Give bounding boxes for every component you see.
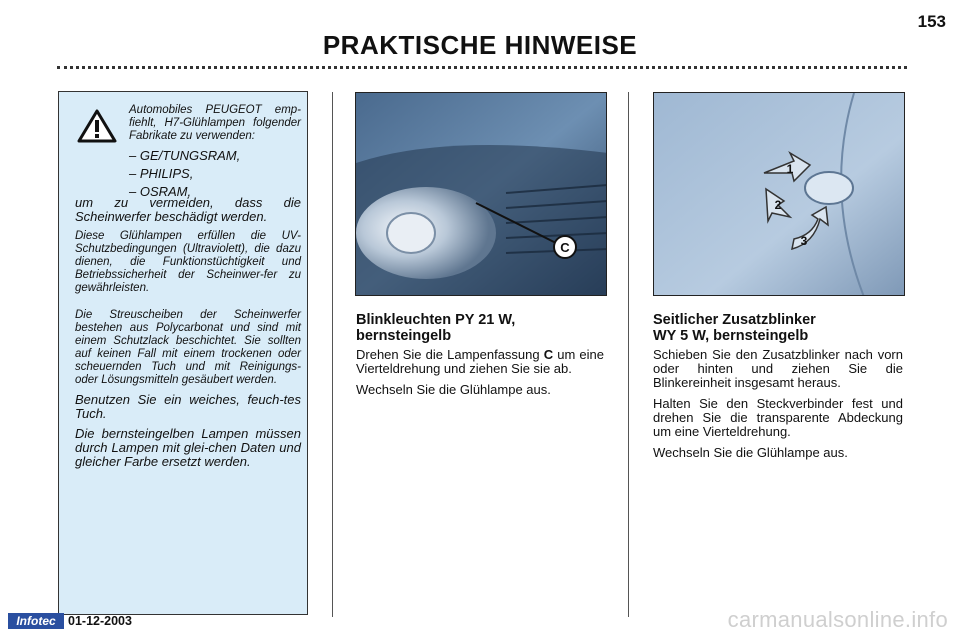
- warning-paragraph: Die bernsteingelben Lampen müssen durch Lampen mit glei-chen Daten und gleicher Farbe ersetzt werden.: [75, 426, 301, 469]
- section2-title: [653, 312, 905, 344]
- infotec-logo: Infotec: [8, 613, 64, 629]
- section2-paragraph: Wechseln Sie die Glühlampe aus.: [653, 445, 848, 460]
- section1-paragraph: [356, 348, 604, 376]
- footer-date: 01-12-2003: [68, 614, 132, 628]
- section1-title: [356, 312, 606, 344]
- section1-title-line: Blinkleuchten PY 21 W,: [356, 312, 516, 328]
- page-title: PRAKTISCHE HINWEISE: [322, 30, 638, 60]
- photo-label-1: 1: [786, 162, 794, 176]
- warning-box: [58, 91, 308, 615]
- label-c: C: [543, 347, 554, 362]
- watermark: carmanualsonline.info: [727, 607, 948, 632]
- warning-body: [75, 196, 301, 475]
- warning-paragraph: um zu vermeiden, dass die Scheinwerfer beschädigt werden.: [75, 195, 301, 224]
- page-number: 153: [917, 12, 946, 31]
- warning-paragraph: Die Streuscheiben der Scheinwerfer bestehen aus Polycarbonat und sind mit einem Schutzlack beschichtet. Sie sollten auf keinen Fall mit einem trockenen oder scheuernden Tuch und mit Reinigungs- oder Lösungsmitteln gesäubert werden.: [75, 309, 301, 386]
- warning-paragraph: Benutzen Sie ein weiches, feuch-tes Tuch.: [75, 392, 301, 421]
- section1-title-line: bernsteingelb: [356, 328, 452, 344]
- section1-paragraph: Wechseln Sie die Glühlampe aus.: [356, 382, 551, 397]
- text-span: Drehen Sie die Lampenfassung: [356, 347, 544, 362]
- column-divider-2: [628, 92, 629, 617]
- column-divider-1: [332, 92, 333, 617]
- warning-intro: Automobiles PEUGEOT emp-fiehlt, H7-Glühlampen folgender Fabrikate zu verwenden:: [129, 104, 301, 142]
- photo-label-2: 2: [774, 198, 782, 212]
- headlamp-photo: [355, 92, 607, 296]
- text-span: um eine Vierteldrehung und ziehen Sie sie ab.: [356, 347, 604, 376]
- photo-label-c: C: [560, 240, 570, 255]
- side-indicator-photo: [653, 92, 905, 296]
- brand-item: – OSRAM,: [129, 184, 192, 199]
- section2-title-line: Seitlicher Zusatzblinker: [653, 312, 816, 328]
- section1-text: [356, 348, 604, 404]
- section2-paragraph: Schieben Sie den Zusatzblinker nach vorn oder hinten und ziehen Sie die Blinkereinheit insgesamt heraus.: [653, 347, 903, 390]
- warning-paragraph: Diese Glühlampen erfüllen die UV-Schutzbedingungen (Ultraviolett), die dazu dienen, die Funktionstüchtigkeit und Betriebssicherheit der Scheinwer-fer zu gewährleisten.: [75, 230, 301, 294]
- photo-label-3: 3: [800, 234, 808, 248]
- dotted-divider: [57, 66, 907, 69]
- brand-item: – PHILIPS,: [129, 166, 194, 181]
- section2-paragraph: Halten Sie den Steckverbinder fest und drehen Sie die transparente Abdeckung um eine Vierteldrehung.: [653, 396, 903, 439]
- section2-text: [653, 348, 903, 467]
- warning-triangle-icon: [77, 108, 117, 144]
- section2-title-line: WY 5 W, bernsteingelb: [653, 328, 809, 344]
- brand-list: [129, 147, 240, 201]
- brand-item: – GE/TUNGSRAM,: [129, 148, 241, 163]
